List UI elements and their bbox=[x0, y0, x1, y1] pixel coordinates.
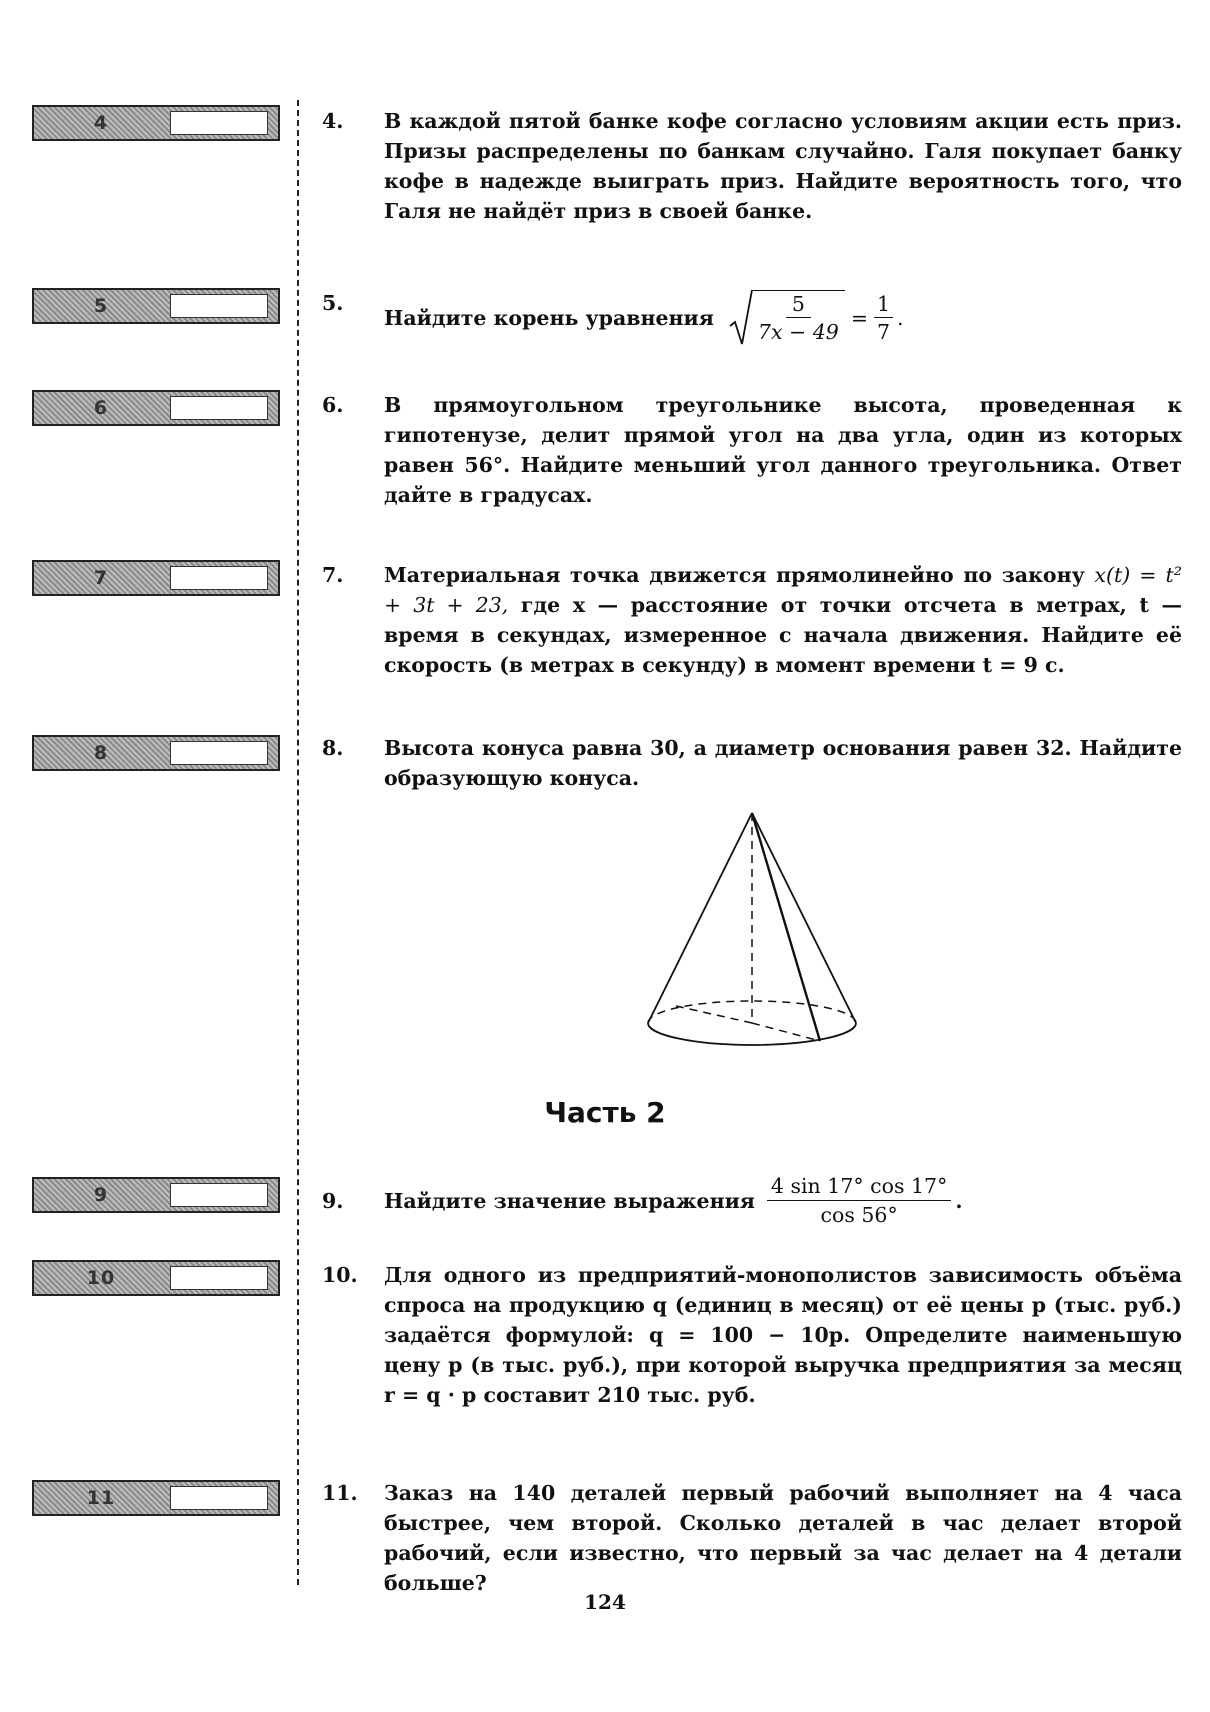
cone-figure bbox=[640, 805, 870, 1050]
answer-field[interactable] bbox=[170, 1266, 268, 1290]
answer-box-number: 5 bbox=[93, 295, 109, 317]
task-number: 10. bbox=[322, 1263, 358, 1287]
law-formula: x(t) = t² + 3t + 23, bbox=[384, 563, 1182, 617]
task-text: Найдите значение выражения bbox=[384, 1188, 755, 1213]
answer-field[interactable] bbox=[170, 1486, 268, 1510]
task-text: Высота конуса равна 30, а диаметр основания равен 32. Найдите образующую конуса. bbox=[384, 736, 1182, 790]
task-number: 9. bbox=[322, 1189, 344, 1213]
equation: $\frac{5}{7x - 49}$ = $\frac{1}{7}$ . bbox=[728, 288, 904, 348]
answer-field[interactable] bbox=[170, 1183, 268, 1207]
expression: $\frac{4 \sin 17^\circ \cos 17^\circ}{\cos 56^\circ}$ . bbox=[767, 1172, 963, 1229]
answer-box-11 bbox=[32, 1480, 280, 1516]
task-6 bbox=[322, 390, 1182, 510]
answer-box-8 bbox=[32, 735, 280, 771]
answer-box-9 bbox=[32, 1177, 280, 1213]
cut-line bbox=[297, 100, 299, 1585]
task-9 bbox=[322, 1172, 1182, 1229]
answer-box-10 bbox=[32, 1260, 280, 1296]
fraction-denominator: 7x − 49 bbox=[757, 320, 839, 344]
task-number: 4. bbox=[322, 109, 344, 133]
fraction-numerator: 5 bbox=[786, 291, 811, 318]
expression-numerator: 4 sin 17° cos 17° bbox=[767, 1172, 951, 1201]
answer-box-number: 9 bbox=[93, 1184, 109, 1206]
task-number: 5. bbox=[322, 291, 344, 315]
task-text: Найдите корень уравнения bbox=[384, 306, 714, 330]
answer-field[interactable] bbox=[170, 294, 268, 318]
task-number: 7. bbox=[322, 563, 344, 587]
rhs-numerator: 1 bbox=[874, 291, 893, 318]
page-number: 124 bbox=[584, 1590, 626, 1614]
task-5 bbox=[322, 288, 1182, 348]
expression-denominator: cos 56° bbox=[820, 1203, 898, 1227]
task-8 bbox=[322, 733, 1182, 793]
task-10 bbox=[322, 1260, 1182, 1410]
task-11 bbox=[322, 1478, 1182, 1598]
answer-box-6 bbox=[32, 390, 280, 426]
task-number: 8. bbox=[322, 736, 344, 760]
answer-box-7 bbox=[32, 560, 280, 596]
task-number: 6. bbox=[322, 393, 344, 417]
answer-box-number: 6 bbox=[93, 397, 109, 419]
part-title: Часть 2 bbox=[544, 1096, 666, 1129]
task-text: В каждой пятой банке кофе согласно условиям акции есть приз. Призы распределены по банкам случайно. Галя покупает банку кофе в надежде выиграть приз. Найдите вероятность того, что Галя не найдёт приз в своей банке. bbox=[384, 109, 1182, 223]
answer-box-number: 10 bbox=[86, 1267, 116, 1289]
answer-field[interactable] bbox=[170, 111, 268, 135]
answer-field[interactable] bbox=[170, 566, 268, 590]
task-4 bbox=[322, 106, 1182, 226]
answer-box-number: 11 bbox=[86, 1487, 116, 1509]
task-text-continued: где x — расстояние от точки отсчета в метрах, t — время в секундах, измеренное с начала движения. Найдите её скорость (в метрах в секунду) в момент времени t = 9 с. bbox=[384, 593, 1182, 677]
answer-box-number: 7 bbox=[93, 567, 109, 589]
task-text: Материальная точка движется прямолинейно по закону bbox=[384, 563, 1085, 587]
answer-box-5 bbox=[32, 288, 280, 324]
task-text: Для одного из предприятий-монополистов зависимость объёма спроса на продукцию q (единиц в месяц) от её цены p (тыс. руб.) задаётся формулой: q = 100 − 10p. Определите наименьшую цену p (в тыс. руб.), при которой выручка предприятия за месяц r = q · p составит 210 тыс. руб. bbox=[384, 1263, 1182, 1407]
task-7 bbox=[322, 560, 1182, 680]
radical-sign bbox=[728, 288, 754, 348]
task-text: Заказ на 140 деталей первый рабочий выполняет на 4 часа быстрее, чем второй. Сколько деталей в час делает второй рабочий, если известно, что первый за час делает на 4 детали больше? bbox=[384, 1481, 1182, 1595]
rhs-denominator: 7 bbox=[877, 319, 891, 344]
answer-box-4 bbox=[32, 105, 280, 141]
answer-field[interactable] bbox=[170, 741, 268, 765]
answer-box-number: 8 bbox=[93, 742, 109, 764]
task-number: 11. bbox=[322, 1481, 358, 1505]
answer-box-number: 4 bbox=[93, 112, 109, 134]
answer-field[interactable] bbox=[170, 396, 268, 420]
task-text: В прямоугольном треугольнике высота, проведенная к гипотенузе, делит прямой угол на два угла, один из которых равен 56°. Найдите меньший угол данного треугольника. Ответ дайте в градусах. bbox=[384, 393, 1182, 507]
